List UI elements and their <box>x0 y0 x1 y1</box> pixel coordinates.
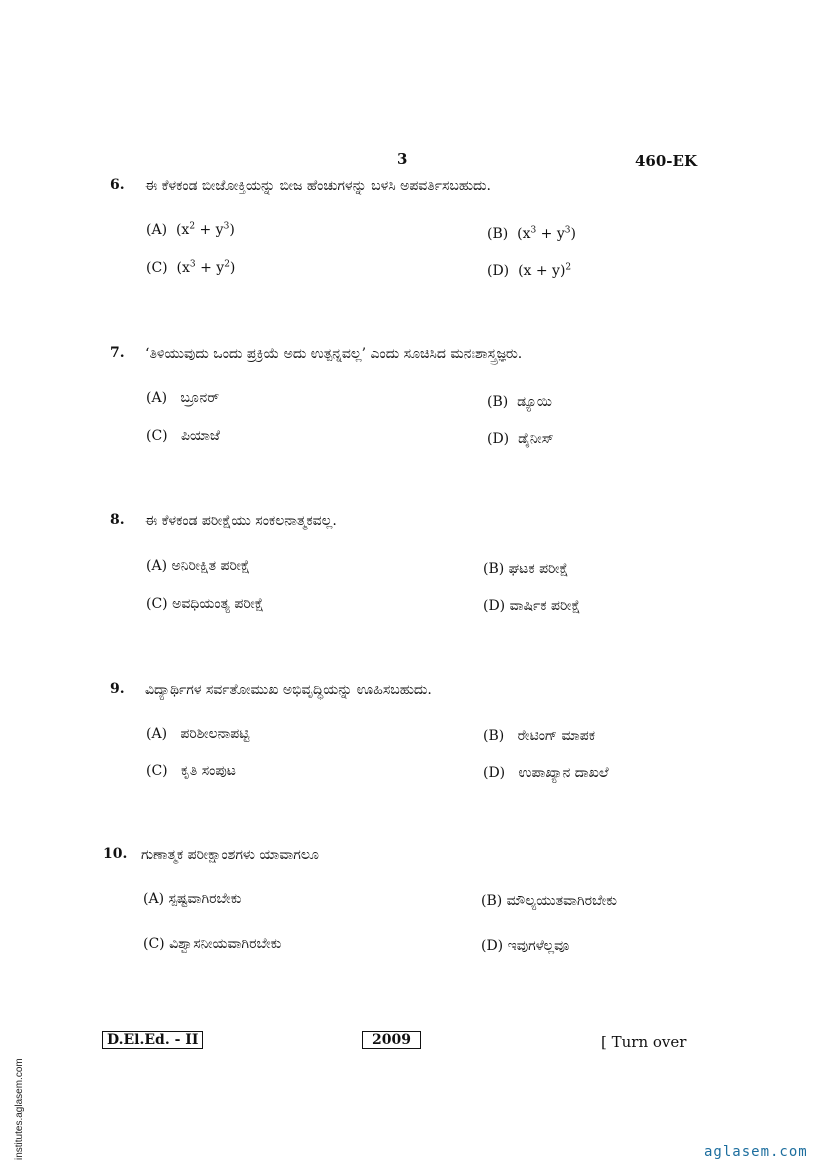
option-a: (A) ಬ್ರೂನರ್ <box>146 390 220 406</box>
question-text: ‘ತಿಳಿಯುವುದು ಒಂದು ಪ್ರಕ್ರಿಯೆ ಅದು ಉತ್ಪನ್ನವಲ್ಲ’ ಎಂದು ಸೂಚಿಸಿದ ಮನಃಶಾಸ್ತ್ರಜ್ಞರು. <box>145 346 523 362</box>
option-b: (B) ಡ್ಯೂಯಿ <box>487 394 552 410</box>
option-c: (C) ಅವಧಿಯಂತ್ಯ ಪರೀಕ್ಷೆ <box>146 596 264 612</box>
paper-code: 460-EK <box>635 152 698 170</box>
option-d: (D) ಡೈನೀಸ್ <box>487 431 554 447</box>
option-a: (A) ಪರಿಶೀಲನಾಪಟ್ಟಿ <box>146 726 250 742</box>
option-b: (B) ರೇಟಿಂಗ್ ಮಾಪಕ <box>483 728 596 744</box>
option-a: (A) ಸ್ಪಷ್ಟವಾಗಿರಬೇಕು <box>143 891 242 907</box>
question-text: ಈ ಕೆಳಕಂಡ ಪರೀಕ್ಷೆಯು ಸಂಕಲನಾತ್ಮಕವಲ್ಲ. <box>145 513 337 529</box>
page-number: 3 <box>397 150 408 168</box>
option-c: (C) $(x^3 + y^2)$ <box>146 259 236 276</box>
turn-over-text: [ Turn over <box>601 1033 687 1051</box>
option-b: (B) ಘಟಕ ಪರೀಕ್ಷೆ <box>483 561 569 577</box>
option-d: (D) ಇವುಗಳೆಲ್ಲವೂ <box>481 938 570 954</box>
option-c: (C) ಪಿಯಾಜೆ <box>146 428 220 444</box>
option-b: (B) ಮೌಲ್ಯಯುತವಾಗಿರಬೇಕು <box>481 893 617 909</box>
question-text: ವಿದ್ಯಾರ್ಥಿಗಳ ಸರ್ವತೋಮುಖ ಅಭಿವೃದ್ಧಿಯನ್ನು ಊಹಿಸಬಹುದು. <box>145 682 432 698</box>
year-box: 2009 <box>362 1031 421 1049</box>
course-code-box: D.El.Ed. - II <box>102 1031 203 1049</box>
option-a: (A) $(x^2 + y^3)$ <box>146 221 235 238</box>
option-d: (D) ವಾರ್ಷಿಕ ಪರೀಕ್ಷೆ <box>483 598 581 614</box>
question-number: 7. <box>110 345 125 361</box>
option-b: (B) $(x^3 + y^3)$ <box>487 225 576 242</box>
option-d: (D) ಉಪಾಖ್ಯಾನ ದಾಖಲೆ <box>483 765 609 781</box>
option-c: (C) ಕೃತಿ ಸಂಪುಟ <box>146 763 236 779</box>
side-watermark: institutes.aglasem.com <box>14 1058 25 1160</box>
question-number: 8. <box>110 512 125 528</box>
option-d: (D) $(x + y)^2$ <box>487 262 572 279</box>
question-text: ಈ ಕೆಳಕಂಡ ಬೀಜೋಕ್ತಿಯನ್ನು ಬೀಜ ಹೆಂಚುಗಳನ್ನು ಬಳಸಿ ಅಪವರ್ತಿಸಬಹುದು. <box>145 178 491 194</box>
question-number: 6. <box>110 177 125 193</box>
question-text: ಗುಣಾತ್ಮಕ ಪರೀಕ್ಷಾಂಶಗಳು ಯಾವಾಗಲೂ <box>141 847 319 863</box>
option-a: (A) ಅನಿರೀಕ್ಷಿತ ಪರೀಕ್ಷೆ <box>146 558 250 574</box>
site-watermark: aglasem.com <box>704 1144 808 1160</box>
question-number: 9. <box>110 681 125 697</box>
question-number: 10. <box>103 846 128 862</box>
option-c: (C) ವಿಶ್ವಾಸನೀಯವಾಗಿರಬೇಕು <box>143 936 282 952</box>
